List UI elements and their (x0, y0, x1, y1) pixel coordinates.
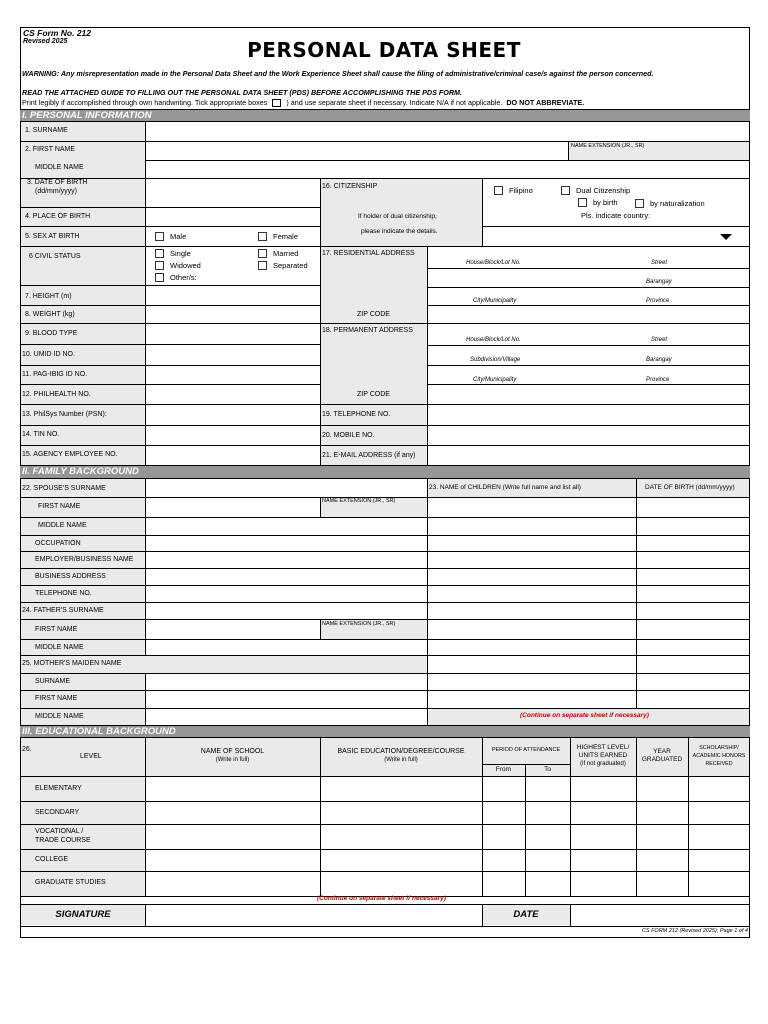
height-label: 7. HEIGHT (m) (25, 293, 72, 300)
mother-middle-name-label: MIDDLE NAME (35, 713, 84, 720)
occupation-label: OCCUPATION (35, 540, 81, 547)
civil-others-checkbox[interactable] (155, 273, 164, 282)
spouse-surname-label: 22. SPOUSE'S SURNAME (22, 485, 106, 492)
section-educational-background: III. EDUCATIONAL BACKGROUND (20, 725, 750, 738)
year-graduated-header-2: GRADUATED (641, 756, 683, 763)
father-name-ext-label: NAME EXTENSION (JR., SR) (322, 621, 396, 627)
spouse-name-ext-label: NAME EXTENSION (JR., SR) (322, 498, 396, 504)
spouse-middle-name-input[interactable] (146, 518, 426, 534)
permanent-subdivision-caption: Subdivision/Village (470, 357, 521, 363)
employer-input[interactable] (146, 552, 426, 567)
citizenship-dual-label: Dual Citizenship (576, 186, 631, 195)
middle-name-input[interactable] (146, 161, 749, 177)
residential-zip-input[interactable] (428, 306, 749, 322)
mother-surname-input[interactable] (146, 674, 426, 689)
email-label: 21. E-MAIL ADDRESS (if any) (322, 452, 416, 459)
dob-input[interactable] (146, 179, 319, 206)
citizenship-label: 16. CITIZENSHIP (322, 183, 378, 190)
business-address-input[interactable] (146, 569, 426, 584)
residential-city-caption: City/Municipality (473, 298, 517, 304)
dual-note-2: please indicate the details. (361, 228, 438, 235)
pob-input[interactable] (146, 208, 319, 225)
umid-label: 10. UMID ID NO. (22, 351, 75, 358)
civil-single-checkbox[interactable] (155, 249, 164, 258)
spouse-telephone-label: TELEPHONE NO. (35, 590, 92, 597)
agency-employee-label: 15. AGENCY EMPLOYEE NO. (22, 451, 118, 458)
mother-first-name-label: FIRST NAME (35, 695, 78, 702)
education-continue-note: (Continue on separate sheet if necessary) (317, 895, 446, 902)
middle-name-label: MIDDLE NAME (35, 164, 84, 171)
residential-province-caption: Province (646, 298, 670, 304)
philsys-input[interactable] (146, 405, 319, 424)
pagibig-input[interactable] (146, 366, 319, 383)
spouse-surname-input[interactable] (146, 480, 426, 496)
mother-surname-label: SURNAME (35, 678, 71, 685)
permanent-province-caption: Province (646, 377, 670, 383)
citizenship-filipino-label: Filipino (509, 186, 533, 195)
residential-street-caption: Street (651, 260, 668, 266)
date-label: DATE (513, 909, 539, 920)
permanent-house-caption: House/Block/Lot No. (466, 337, 521, 343)
family-continue-note: (Continue on separate sheet if necessary) (520, 712, 649, 719)
level-secondary: SECONDARY (35, 809, 80, 816)
course-header: BASIC EDUCATION/DEGREE/COURSE (337, 748, 465, 755)
dob-label: 3. DATE OF BIRTH (27, 179, 88, 186)
page-title: PERSONAL DATA SHEET (247, 38, 521, 62)
weight-label: 8. WEIGHT (kg) (25, 311, 75, 318)
dob-format-label: (dd/mm/yyyy) (35, 188, 77, 195)
dual-note-1: If holder of dual citizenship, (358, 213, 437, 220)
level-elementary: ELEMENTARY (35, 785, 82, 792)
permanent-barangay-caption: Barangay (646, 357, 672, 363)
no-abbreviate: DO NOT ABBREVIATE. (506, 98, 585, 107)
umid-input[interactable] (146, 345, 319, 364)
mother-middle-name-input[interactable] (146, 709, 426, 724)
instruction-text-b: ) and use separate sheet if necessary. Indicate N/A if not applicable. (286, 98, 503, 107)
spouse-middle-name-label: MIDDLE NAME (38, 522, 87, 529)
telephone-label: 19. TELEPHONE NO. (322, 411, 391, 418)
level-graduate-studies: GRADUATE STUDIES (35, 879, 106, 886)
permanent-city-caption: City/Municipality (473, 377, 517, 383)
philsys-label: 13. PhilSys Number (PSN): (22, 411, 107, 418)
warning-text: WARNING: Any misrepresentation made in the Personal Data Sheet and the Work Experience Sheet shall cause the filing of administrative/criminal case/s against the person concerned. (22, 69, 654, 78)
school-header: NAME OF SCHOOL (200, 748, 265, 755)
citizenship-filipino-checkbox[interactable] (494, 186, 503, 195)
scholarship-header-1: SCHOLARSHIP/ (699, 745, 739, 751)
indicate-country-label: Pls. indicate country: (581, 211, 651, 220)
country-dropdown[interactable] (483, 227, 749, 245)
course-write-full: (Write in full) (384, 757, 418, 763)
level-college: COLLEGE (35, 856, 69, 863)
children-dob-inputs[interactable] (637, 498, 749, 707)
education-entries[interactable] (146, 777, 749, 895)
sex-female-label: Female (273, 232, 299, 241)
citizenship-dual-checkbox[interactable] (561, 186, 570, 195)
agency-employee-input[interactable] (146, 446, 319, 464)
civil-separated-label: Separated (273, 261, 308, 270)
surname-label: 1. SURNAME (25, 127, 68, 134)
spouse-first-name-input[interactable] (146, 498, 319, 516)
civil-status-label: 6 CIVIL STATUS (29, 253, 81, 260)
father-surname-label: 24. FATHER'S SURNAME (22, 607, 104, 614)
residential-house-input[interactable] (428, 247, 590, 259)
scholarship-header-2: ACADEMIC HONORS (692, 753, 746, 759)
pagibig-label: 11. PAG-IBIG ID NO. (22, 371, 88, 378)
tin-input[interactable] (146, 426, 319, 444)
sex-female-checkbox[interactable] (258, 232, 267, 241)
telephone-input[interactable] (428, 405, 749, 424)
citizenship-by-birth-checkbox[interactable] (578, 198, 587, 207)
scholarship-header-3: RECEIVED (705, 761, 733, 767)
mother-first-name-input[interactable] (146, 691, 426, 707)
education-level-column (21, 776, 145, 896)
sex-male-label: Male (170, 232, 187, 241)
level-header: LEVEL (80, 753, 102, 760)
form-number: CS Form No. 212 (23, 28, 92, 38)
residential-address-label: 17. RESIDENTIAL ADDRESS (322, 250, 415, 257)
section-family-background: II. FAMILY BACKGROUND (20, 465, 750, 479)
mother-maiden-label: 25. MOTHER'S MAIDEN NAME (22, 660, 122, 667)
period-from-header: From (495, 766, 512, 773)
section-personal-information: I. PERSONAL INFORMATION (20, 109, 750, 122)
father-middle-name-label: MIDDLE NAME (35, 644, 84, 651)
civil-widowed-checkbox[interactable] (155, 261, 164, 270)
sex-label: 5. SEX AT BIRTH (25, 233, 80, 240)
business-address-label: BUSINESS ADDRESS (35, 573, 106, 580)
highest-level-header-1: HIGHEST LEVEL/ (576, 744, 630, 751)
permanent-zip-input[interactable] (428, 385, 749, 403)
children-header-label: 23. NAME of CHILDREN (Write full name and list all) (429, 484, 581, 491)
child-dob-header-label: DATE OF BIRTH (dd/mm/yyyy) (645, 484, 735, 491)
children-name-inputs[interactable] (428, 498, 635, 707)
father-middle-name-input[interactable] (146, 640, 426, 654)
pob-label: 4. PLACE OF BIRTH (25, 213, 91, 220)
signature-input[interactable] (146, 905, 481, 925)
sample-checkbox (272, 99, 281, 107)
citizenship-by-birth-label: by birth (593, 198, 618, 207)
mobile-label: 20. MOBILE NO. (322, 432, 375, 439)
level-vocational-1: VOCATIONAL / (35, 828, 84, 835)
father-first-name-label: FIRST NAME (35, 626, 78, 633)
spouse-telephone-input[interactable] (146, 586, 426, 601)
permanent-address-label: 18. PERMANENT ADDRESS (322, 327, 413, 334)
weight-input[interactable] (146, 306, 319, 322)
citizenship-by-naturalization-checkbox[interactable] (635, 199, 644, 208)
citizenship-by-naturalization-label: by naturalization (650, 199, 705, 208)
height-input[interactable] (146, 286, 319, 304)
residential-zip-label: ZIP CODE (357, 311, 390, 318)
tin-label: 14. TIN NO. (22, 431, 60, 438)
school-write-full: (Write in full) (215, 757, 250, 763)
residential-barangay-input[interactable] (428, 269, 749, 279)
occupation-input[interactable] (146, 536, 426, 550)
spouse-first-name-label: FIRST NAME (38, 503, 81, 510)
civil-married-label: Married (273, 249, 299, 258)
blood-type-label: 9. BLOOD TYPE (25, 330, 78, 337)
permanent-house-input[interactable] (428, 324, 749, 336)
highest-level-header-2: UNITS EARNED (578, 752, 628, 759)
permanent-street-caption: Street (651, 337, 668, 343)
blood-type-input[interactable] (146, 324, 319, 343)
civil-married-checkbox[interactable] (258, 249, 267, 258)
instruction-line (22, 98, 584, 107)
civil-others-label: Other/s: (170, 273, 197, 282)
philhealth-input[interactable] (146, 385, 319, 403)
father-surname-input[interactable] (146, 603, 426, 618)
instruction-text-a: Print legibly if accomplished through own handwriting. Tick appropriate boxes (22, 98, 268, 107)
civil-separated-checkbox[interactable] (258, 261, 267, 270)
first-name-label: 2. FIRST NAME (25, 146, 76, 153)
year-graduated-header-1: YEAR (653, 748, 671, 755)
level-vocational-2: TRADE COURSE (35, 837, 91, 844)
period-header: PERIOD OF ATTENDANCE (491, 747, 561, 753)
employer-label: EMPLOYER/BUSINESS NAME (35, 556, 134, 563)
highest-level-header-3: (if not graduated) (580, 761, 626, 767)
father-first-name-input[interactable] (146, 620, 319, 638)
signature-label: SIGNATURE (55, 909, 111, 920)
philhealth-label: 12. PHILHEALTH NO. (22, 391, 91, 398)
residential-barangay-caption: Barangay (646, 279, 672, 285)
email-input[interactable] (428, 446, 749, 464)
form-revised: Revised 2025 (23, 38, 68, 45)
civil-widowed-label: Widowed (170, 261, 201, 270)
page-footer: CS FORM 212 (Revised 2025), Page 1 of 4 (641, 928, 748, 934)
guide-text: READ THE ATTACHED GUIDE TO FILLING OUT THE PERSONAL DATA SHEET (PDS) BEFORE ACCOMPLISHING THE PDS FORM. (22, 88, 463, 97)
civil-single-label: Single (170, 249, 191, 258)
first-name-input[interactable] (146, 142, 567, 159)
chevron-down-icon[interactable] (720, 234, 732, 240)
permanent-subdivision-input[interactable] (428, 346, 749, 356)
period-to-header: To (544, 766, 551, 773)
residential-street-input[interactable] (590, 247, 749, 259)
residential-city-input[interactable] (428, 288, 749, 298)
residential-house-caption: House/Block/Lot No. (466, 260, 521, 266)
mobile-input[interactable] (428, 426, 749, 444)
sex-male-checkbox[interactable] (155, 232, 164, 241)
permanent-zip-label: ZIP CODE (357, 391, 390, 398)
surname-input[interactable] (146, 123, 749, 140)
name-extension-label: NAME EXTENSION (JR., SR) (571, 143, 645, 149)
permanent-city-input[interactable] (428, 366, 749, 376)
education-number: 26. (22, 746, 32, 753)
date-input[interactable] (571, 905, 749, 925)
